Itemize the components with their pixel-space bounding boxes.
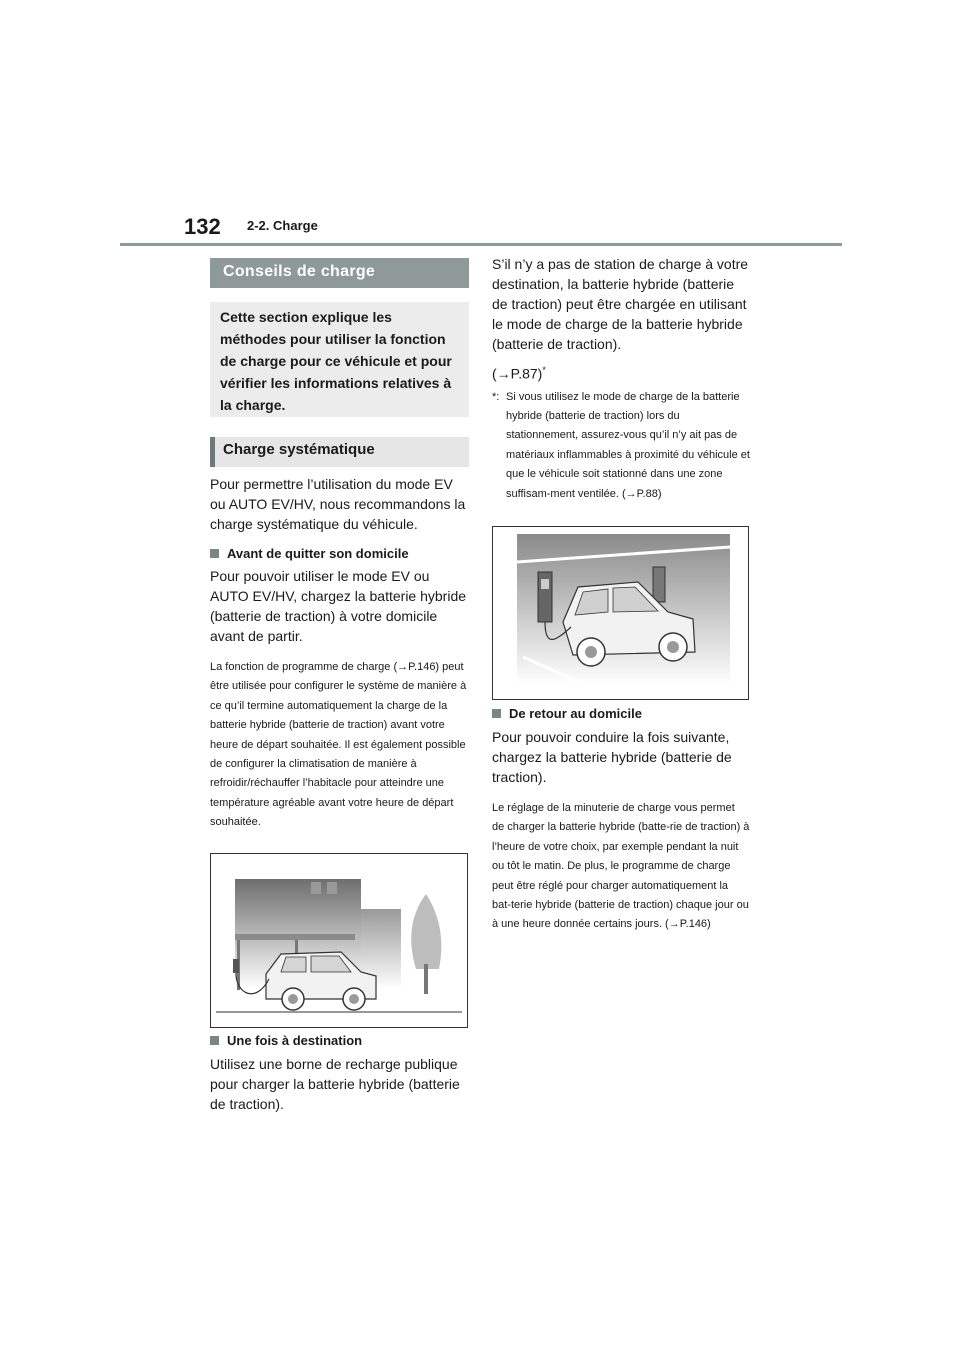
public-charging-illustration — [493, 527, 748, 699]
bullet-heading-label: De retour au domicile — [509, 706, 642, 721]
page-number: 132 — [184, 214, 221, 239]
right-text-block-2 — [492, 706, 750, 935]
bullet-heading-retour — [492, 706, 750, 721]
square-bullet-icon — [210, 549, 219, 558]
section-title: Conseils de charge — [210, 258, 469, 288]
bullet-heading-destination — [210, 1033, 468, 1048]
bullet-heading-avant-de-quitter — [210, 546, 468, 561]
reference-label: (→P.87) — [492, 365, 543, 382]
right-text-block-1 — [492, 254, 750, 504]
note-programme-de-charge: La fonction de programme de charge (→P.146) peut être utilisée pour configurer le système de manière à ce qu’il termine automatiquement la charge de la batterie hybride (batterie de traction) avant votre heure de départ souhaitée. Il est également possible de configurer la climatisation de manière à refroidir/réchauffer l’habitacle pour atteindre une température agréable avant votre heure de départ souhaitée. — [210, 661, 467, 829]
paragraph-no-station: S’il n’y a pas de station de charge à votre destination, la batterie hybride (batterie de traction) peut être chargée en utilisant le mode de charge de la batterie hybride (batterie de traction). — [492, 256, 749, 352]
square-bullet-icon — [492, 709, 501, 718]
paragraph-destination: Utilisez une borne de recharge publique pour charger la batterie hybride (batterie de traction). — [210, 1056, 460, 1112]
paragraph-retour: Pour pouvoir conduire la fois suivante, chargez la batterie hybride (batterie de traction). — [492, 729, 732, 785]
paragraph-recommendation: Pour permettre l’utilisation du mode EV ou AUTO EV/HV, nous recommandons la charge systématique du véhicule. — [210, 476, 466, 532]
footnote-text: Si vous utilisez le mode de charge de la batterie hybride (batterie de traction) lors du stationnement, assurez-vous qu’il n’y ait pas de matériaux inflammables à proximité du véhicule et que le véhicule soit stationné dans une zone suffisam-ment ventilée. (→P.88) — [506, 390, 750, 500]
home-charging-illustration — [211, 854, 467, 1027]
paragraph-avant-de-quitter: Pour pouvoir utiliser le mode EV ou AUTO EV/HV, chargez la batterie hybride (batterie de traction) à votre domicile avant de partir. — [210, 568, 467, 644]
section-label: 2-2. Charge — [247, 218, 318, 233]
figure-home-charging — [210, 853, 468, 1028]
bullet-heading-label: Avant de quitter son domicile — [227, 546, 409, 561]
footnote-marker: *: — [492, 390, 500, 403]
footnote — [492, 388, 750, 504]
header-rule — [120, 243, 842, 246]
square-bullet-icon — [210, 1036, 219, 1045]
left-text-block-2 — [210, 1033, 468, 1114]
intro-box: Cette section explique les méthodes pour utiliser la fonction de charge pour ce véhicule et pour vérifier les informations relatives à la charge. — [210, 302, 469, 417]
reference-p87 — [492, 360, 750, 384]
subheading-charge-systematique — [210, 437, 469, 467]
left-text-block-1 — [210, 474, 468, 833]
figure-public-charging — [492, 526, 749, 700]
subheading-label: Charge systématique — [223, 441, 375, 458]
note-minuterie-de-charge: Le réglage de la minuterie de charge vous permet de charger la batterie hybride (batte-rie de traction) à l’heure de votre choix, par exemple pendant la nuit ou tôt le matin. De plus, le programme de charge peut être réglé pour charger automatiquement la bat-terie hybride (batterie de traction) chaque jour ou à une heure donnée certains jours. (→P.146) — [492, 802, 750, 931]
bullet-heading-label: Une fois à destination — [227, 1033, 363, 1048]
reference-asterisk: * — [542, 365, 546, 375]
